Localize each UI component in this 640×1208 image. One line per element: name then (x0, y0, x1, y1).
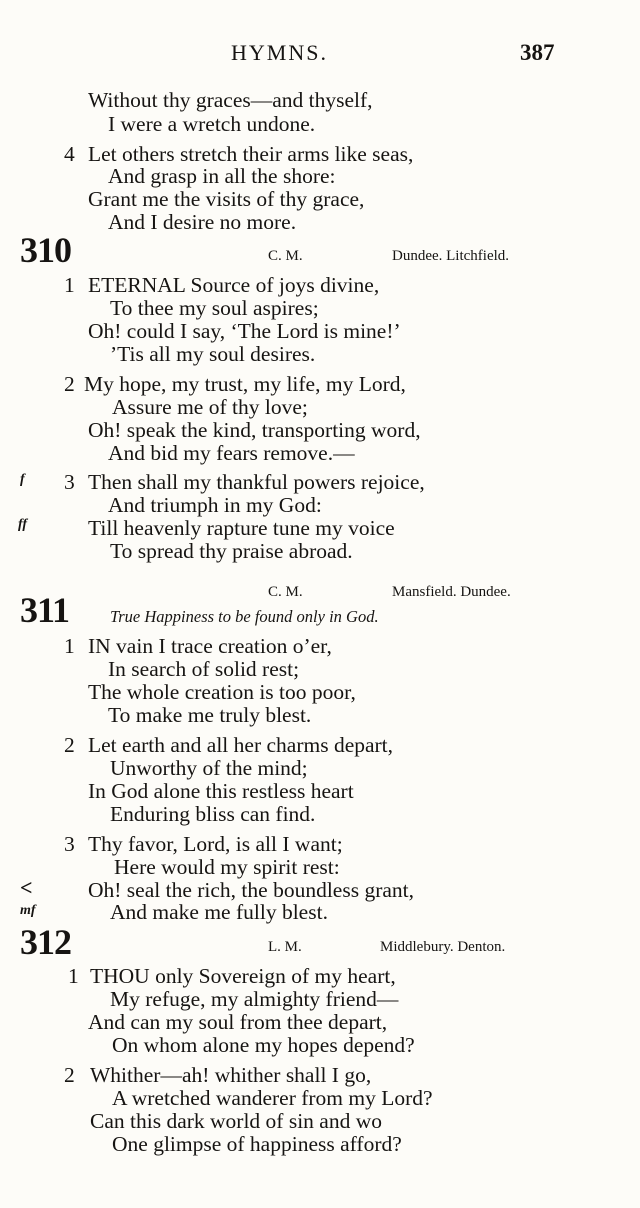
stanza-number: 2 (64, 733, 75, 757)
hymn-number: 312 (20, 922, 71, 962)
hymn-number: 311 (20, 590, 70, 630)
crescendo-mark: < (20, 875, 33, 900)
running-head: HYMNS. (231, 40, 328, 65)
verse-line: Grant me the visits of thy grace, (88, 187, 365, 211)
verse-line: Oh! seal the rich, the boundless grant, (88, 878, 414, 902)
verse-line: Without thy graces—and thyself, (88, 88, 373, 112)
verse-line: My refuge, my almighty friend— (110, 987, 399, 1011)
verse-line: Assure me of thy love; (112, 395, 308, 419)
stanza-number: 1 (64, 634, 75, 658)
dynamic-mark-forte: f (20, 472, 25, 487)
verse-line: Let others stretch their arms like seas, (88, 142, 414, 166)
tune-names: Middlebury. Denton. (380, 939, 506, 955)
meter-label: C. M. (268, 248, 303, 264)
verse-line: My hope, my trust, my life, my Lord, (84, 372, 406, 396)
meter-label: L. M. (268, 939, 302, 955)
verse-line: To thee my soul aspires; (110, 296, 319, 320)
stanza-number: 3 (64, 470, 75, 494)
verse-line: I were a wretch undone. (108, 112, 316, 136)
verse-line: Oh! could I say, ‘The Lord is mine!’ (88, 319, 401, 343)
stanza-number: 1 (68, 964, 79, 988)
verse-line: On whom alone my hopes depend? (112, 1033, 415, 1057)
verse-line: In God alone this restless heart (88, 779, 354, 803)
verse-line: Oh! speak the kind, transporting word, (88, 418, 421, 442)
verse-line: Enduring bliss can find. (110, 802, 316, 826)
verse-line: To make me truly blest. (108, 703, 312, 727)
meter-label: C. M. (268, 584, 303, 600)
verse-line: And triumph in my God: (108, 493, 322, 517)
verse-line: Then shall my thankful powers rejoice, (88, 470, 425, 494)
verse-line: Here would my spirit rest: (114, 855, 340, 879)
page-number: 387 (520, 40, 555, 65)
verse-line: Till heavenly rapture tune my voice (88, 516, 395, 540)
tune-names: Dundee. Litchfield. (392, 248, 510, 264)
verse-line: And make me fully blest. (110, 900, 328, 924)
verse-line: Let earth and all her charms depart, (88, 733, 394, 757)
verse-line: And can my soul from thee depart, (88, 1010, 388, 1034)
dynamic-mark-fortissimo: ff (18, 517, 28, 532)
stanza-number: 2 (64, 372, 75, 396)
verse-line: In search of solid rest; (108, 657, 300, 681)
verse-line: And bid my fears remove.— (108, 441, 355, 465)
tune-names: Mansfield. Dundee. (392, 584, 511, 600)
verse-line: THOU only Sovereign of my heart, (90, 964, 396, 988)
verse-line: To spread thy praise abroad. (110, 539, 353, 563)
verse-line: And I desire no more. (108, 210, 297, 234)
verse-line: Unworthy of the mind; (110, 756, 308, 780)
verse-line: Thy favor, Lord, is all I want; (88, 832, 343, 856)
stanza-number: 4 (64, 142, 75, 166)
verse-line: ETERNAL Source of joys divine, (88, 273, 380, 297)
hymn-number: 310 (20, 230, 71, 270)
verse-line: One glimpse of happiness afford? (112, 1132, 402, 1156)
verse-line: ’Tis all my soul desires. (110, 342, 316, 366)
verse-line: IN vain I trace creation o’er, (88, 634, 332, 658)
stanza-number: 2 (64, 1063, 75, 1087)
hymn-subtitle: True Happiness to be found only in God. (110, 607, 379, 626)
verse-line: Can this dark world of sin and wo (90, 1109, 383, 1133)
stanza-number: 3 (64, 832, 75, 856)
verse-line: A wretched wanderer from my Lord? (112, 1086, 433, 1110)
dynamic-mark-mezzoforte: mf (20, 903, 36, 918)
verse-line: And grasp in all the shore: (108, 164, 336, 188)
stanza-number: 1 (64, 273, 75, 297)
verse-line: Whither—ah! whither shall I go, (90, 1063, 372, 1087)
verse-line: The whole creation is too poor, (88, 680, 356, 704)
